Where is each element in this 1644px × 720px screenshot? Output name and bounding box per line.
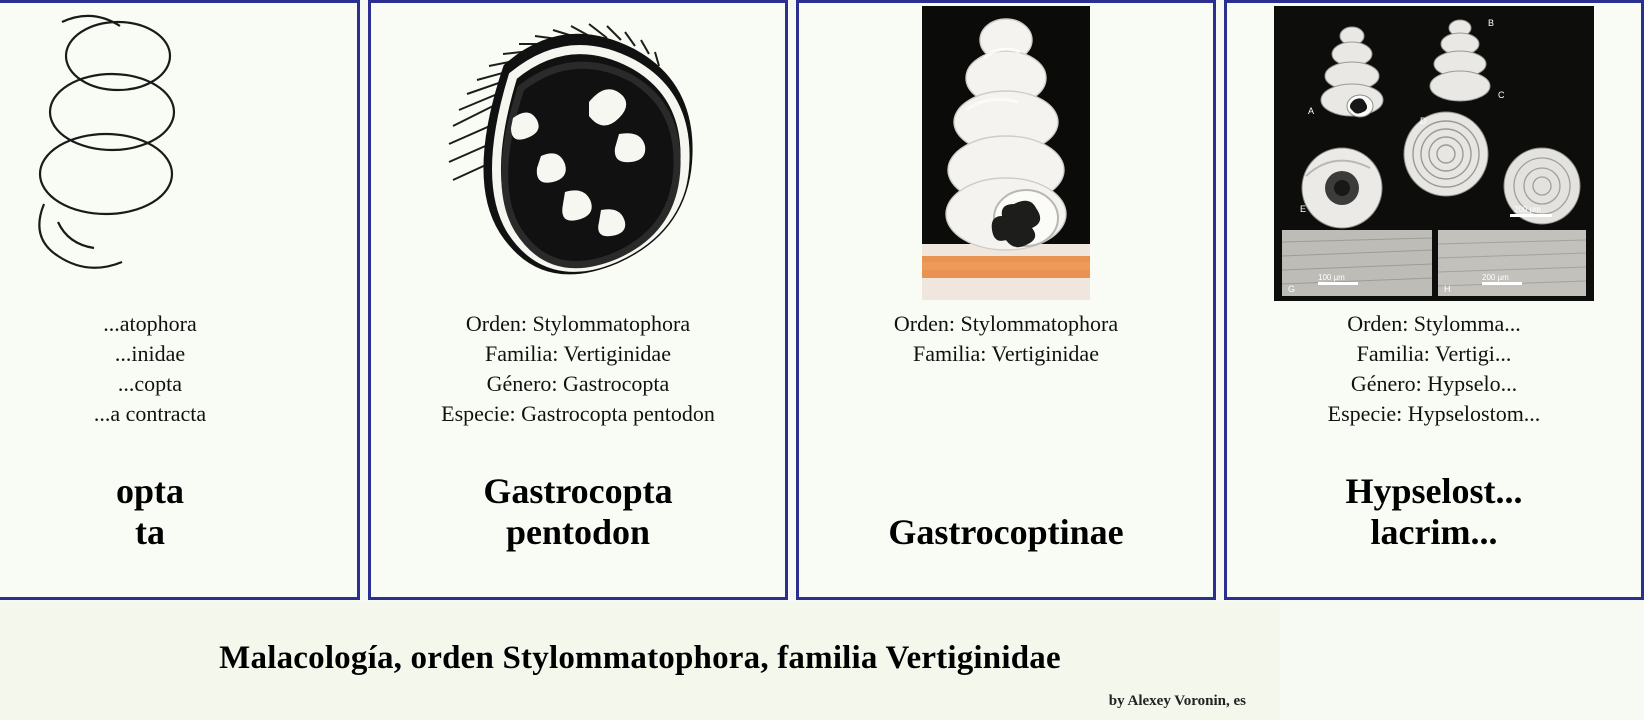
card-taxa-block: [1322, 309, 1547, 429]
card-title-line-1: Gastrocoptinae: [888, 512, 1124, 552]
line-drawing-shell-gastrocopta-contracta: [0, 3, 357, 303]
species-card-hypselostoma-lacrima[interactable]: [1224, 0, 1644, 600]
taxa-line-orden: Orden: Stylommatophora: [465, 311, 691, 336]
taxa-line-genero: Género: Hypselo...: [1350, 371, 1518, 396]
taxa-line-orden: ...atophora: [103, 311, 197, 336]
svg-text:A: A: [1308, 105, 1315, 116]
species-card-gastrocopta-contracta[interactable]: [0, 0, 360, 600]
card-title-line-2: ta: [134, 512, 165, 552]
svg-text:B: B: [1488, 17, 1495, 28]
card-taxa-block: [435, 309, 721, 429]
photo-white-shell-gastrocoptinae: [799, 3, 1213, 303]
sem-plate-hypselostoma-lacrima: [1227, 3, 1641, 303]
svg-text:100 µm: 100 µm: [1318, 272, 1345, 282]
taxa-line-especie: Especie: Gastrocopta pentodon: [441, 401, 715, 426]
svg-text:D: D: [1420, 115, 1427, 126]
footer-credit: by Alexey Voronin, es: [1108, 693, 1246, 709]
taxa-line-genero: ...copta: [117, 371, 183, 396]
slide-footer: [0, 602, 1280, 720]
card-title-line-1: opta: [115, 471, 184, 511]
svg-text:H: H: [1444, 283, 1451, 294]
taxa-line-especie: Especie: Hypselostom...: [1327, 401, 1541, 426]
card-taxa-block: [88, 309, 212, 429]
taxa-line-orden: Orden: Stylomma...: [1347, 311, 1521, 336]
species-card-gastrocopta-pentodon[interactable]: [368, 0, 788, 600]
engraving-shell-aperture-gastrocopta-pentodon: [371, 3, 785, 303]
card-title-line-1: Gastrocopta: [483, 471, 673, 511]
taxa-line-familia: Familia: Vertigi...: [1356, 341, 1512, 366]
card-title-line-1: Hypselost...: [1345, 471, 1523, 511]
species-card-gastrocoptinae[interactable]: [796, 0, 1216, 600]
svg-text:E: E: [1300, 203, 1307, 214]
card-title: [473, 471, 682, 553]
svg-text:G: G: [1288, 283, 1296, 294]
photo-plate: [922, 6, 1090, 300]
svg-text:200 µm: 200 µm: [1482, 272, 1509, 282]
svg-text:C: C: [1498, 89, 1505, 100]
card-title-line-2: pentodon: [505, 512, 651, 552]
footer-title: Malacología, orden Stylommatophora, familia Vertiginidae: [219, 640, 1061, 676]
card-title: [878, 512, 1133, 553]
taxa-line-genero: Género: Gastrocopta: [486, 371, 670, 396]
card-title-line-2: lacrim...: [1370, 512, 1498, 552]
svg-text:200 µm: 200 µm: [1514, 204, 1541, 214]
taxa-line-familia: ...inidae: [114, 341, 186, 366]
card-taxa-block: [888, 309, 1124, 369]
card-title: [106, 471, 194, 553]
taxa-line-especie: ...a contracta: [93, 401, 207, 426]
taxa-line-familia: Familia: Vertiginidae: [913, 341, 1099, 366]
card-title: [1335, 471, 1532, 553]
taxa-line-familia: Familia: Vertiginidae: [485, 341, 671, 366]
taxa-line-orden: Orden: Stylommatophora: [893, 311, 1119, 336]
